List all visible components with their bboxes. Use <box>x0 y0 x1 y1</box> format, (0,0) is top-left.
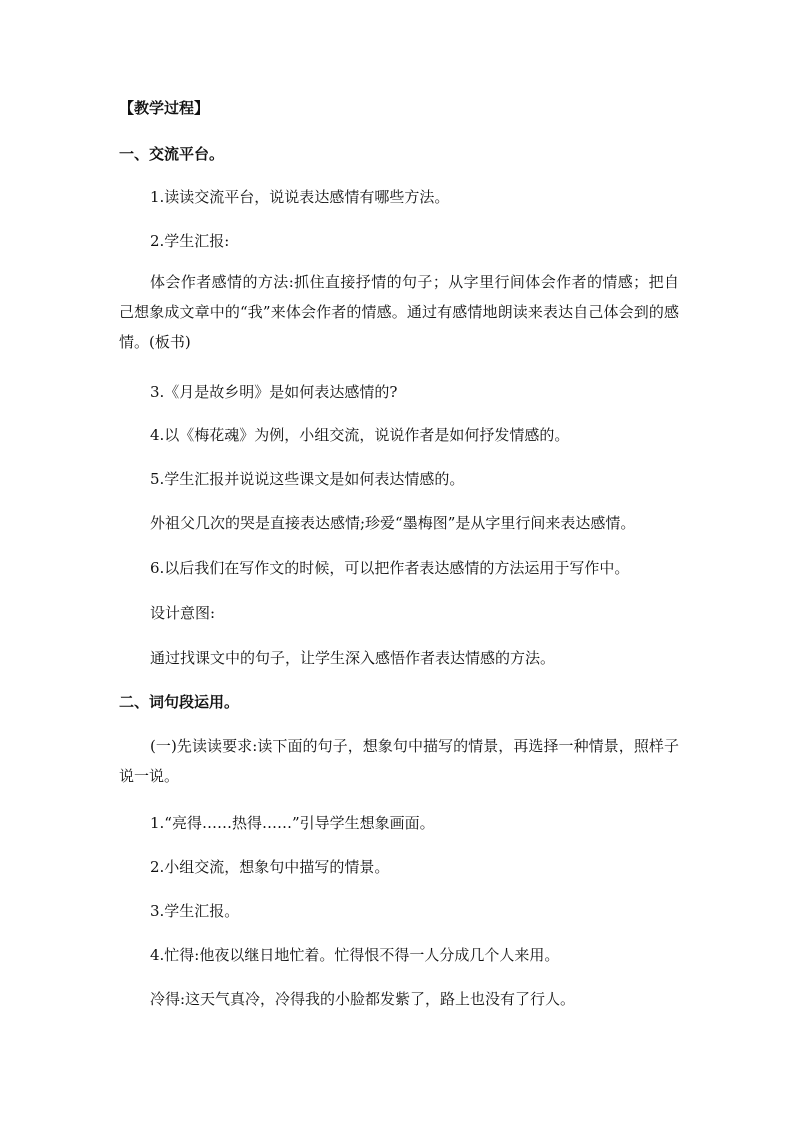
part2-heading: 二、词句段运用。 <box>119 693 240 711</box>
part1-methods-paragraph: 体会作者感情的方法:抓住直接抒情的句子；从字里行间体会作者的情感；把自己想象成文章中的“我”来体会作者的情感。通过有感情地朗读来表达自己体会到的感情。(板书) <box>119 273 679 351</box>
part2-item2: 2.小组交流，想象句中描写的情景。 <box>150 858 390 876</box>
part1-item4: 4.以《梅花魂》为例，小组交流，说说作者是如何抒发情感的。 <box>150 426 570 444</box>
section-title: 【教学过程】 <box>119 99 210 117</box>
part1-example: 外祖父几次的哭是直接表达感情;珍爱“墨梅图”是从字里行间来表达感情。 <box>150 514 636 532</box>
part1-item5: 5.学生汇报并说说这些课文是如何表达情感的。 <box>150 470 465 488</box>
part1-item6: 6.以后我们在写作文的时候，可以把作者表达感情的方法运用于写作中。 <box>150 559 630 577</box>
part1-item2: 2.学生汇报: <box>150 232 230 250</box>
design-intent-label: 设计意图: <box>150 604 216 622</box>
part2-intro-paragraph: (一)先读读要求:读下面的句子，想象句中描写的情景，再选择一种情景，照样子说一说。 <box>119 737 679 785</box>
part2-item3: 3.学生汇报。 <box>150 902 240 920</box>
design-intent-text: 通过找课文中的句子，让学生深入感悟作者表达情感的方法。 <box>150 649 556 667</box>
part1-heading: 一、交流平台。 <box>119 145 225 163</box>
part1-item1: 1.读读交流平台，说说表达感情有哪些方法。 <box>150 188 450 206</box>
part2-item4: 4.忙得:他夜以继日地忙着。忙得恨不得一人分成几个人来用。 <box>150 946 560 964</box>
part2-item1: 1.“亮得……热得……”引导学生想象画面。 <box>150 814 435 832</box>
part1-item3: 3.《月是故乡明》是如何表达感情的? <box>150 383 398 401</box>
part2-cold-example: 冷得:这天气真冷，冷得我的小脸都发紫了，路上也没有了行人。 <box>150 990 576 1008</box>
